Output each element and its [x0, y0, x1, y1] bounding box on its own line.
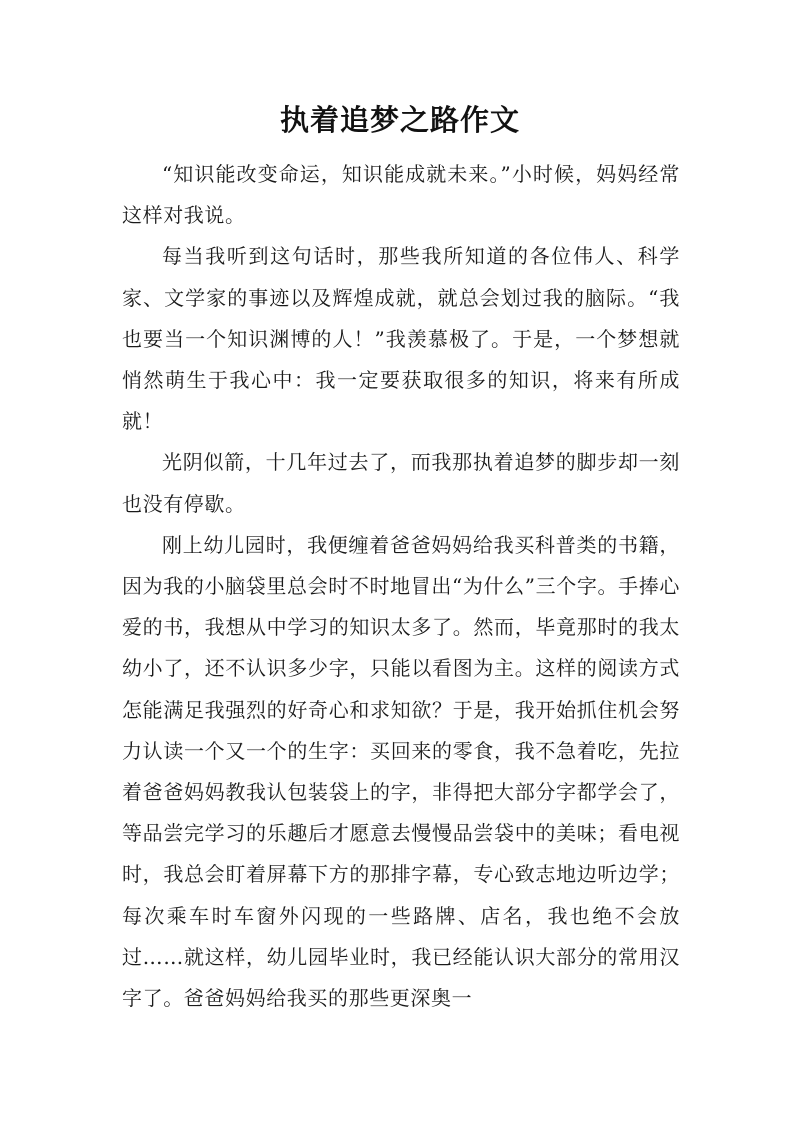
paragraph-2: 每当我听到这句话时，那些我所知道的各位伟人、科学家、文学家的事迹以及辉煌成就，就总会划过我的脑际。“我也要当一个知识渊博的人！”我羡慕极了。于是，一个梦想就悄然萌生于我心中：我一定要获取很多的知识，将来有所成就！ — [122, 244, 680, 434]
paragraph-4: 刚上幼儿园时，我便缠着爸爸妈妈给我买科普类的书籍，因为我的小脑袋里总会时不时地冒出“为什么”三个字。手捧心爱的书，我想从中学习的知识太多了。然而，毕竟那时的我太幼小了，还不认识多少字，只能以看图为主。这样的阅读方式怎能满足我强烈的好奇心和求知欲？于是，我开始抓住机会努力认读一个又一个的生字：买回来的零食，我不急着吃，先拉着爸爸妈妈教我认包装袋上的字，非得把大部分字都学会了，等品尝完学习的乐趣后才愿意去慢慢品尝袋中的美味；看电视时，我总会盯着屏幕下方的那排字幕，专心致志地边听边学；每次乘车时车窗外闪现的一些路牌、店名，我也绝不会放过……就这样，幼儿园毕业时，我已经能认识大部分的常用汉字了。爸爸妈妈给我买的那些更深奥一 — [122, 532, 680, 1011]
document-title: 执着追梦之路作文 — [279, 103, 520, 137]
paragraph-3: 光阴似箭，十几年过去了，而我那执着追梦的脚步却一刻也没有停歇。 — [122, 450, 680, 516]
essay-body — [122, 154, 680, 1019]
paragraph-1: “知识能改变命运，知识能成就未来。”小时候，妈妈经常这样对我说。 — [122, 162, 680, 228]
